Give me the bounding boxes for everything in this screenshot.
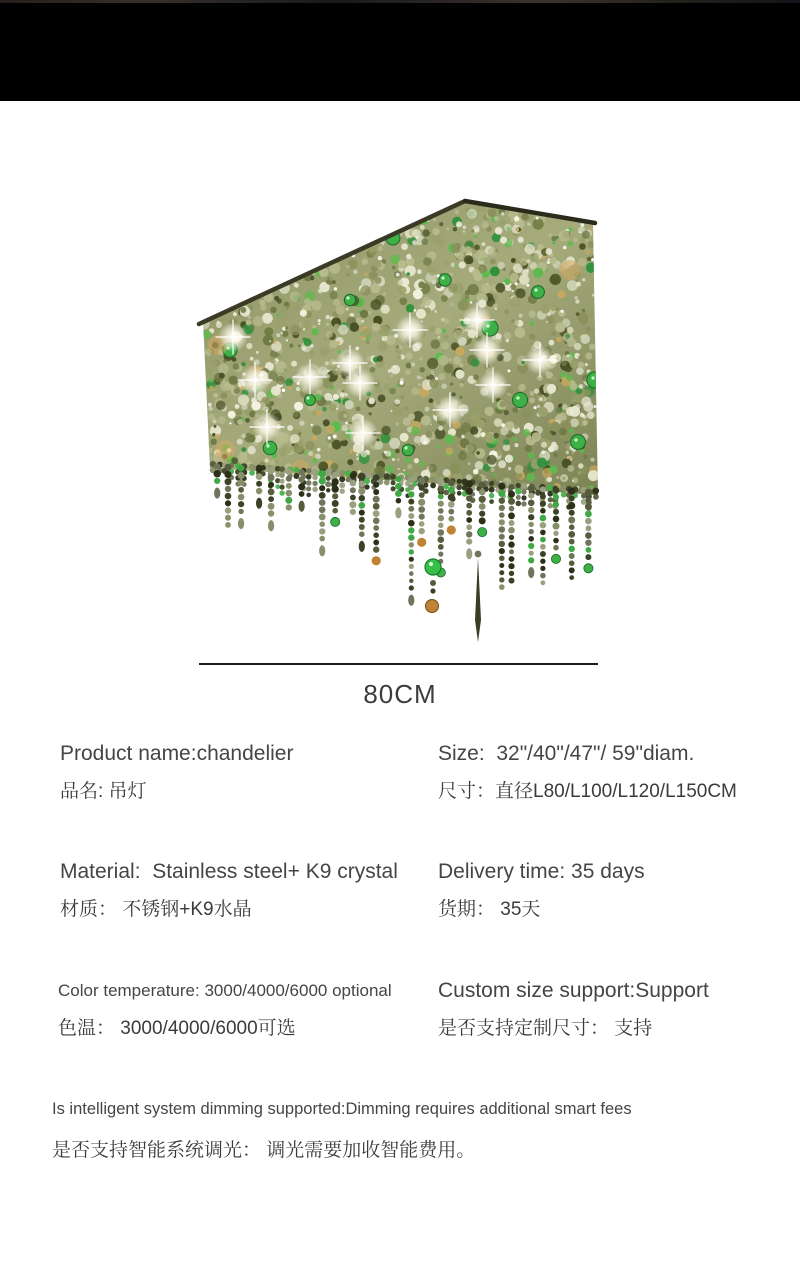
spec-delivery-time-zh: 货期： 35天 <box>438 899 541 920</box>
dimension-label: 80CM <box>363 679 437 709</box>
spec-color-temperature <box>58 979 392 1041</box>
spec-product-name-zh: 品名: 吊灯 <box>60 781 147 802</box>
spec-delivery-time-en: Delivery time: 35 days <box>438 860 645 883</box>
spec-custom-size-support <box>438 979 709 1041</box>
dimension-line <box>199 663 598 665</box>
spec-color-temperature-en: Color temperature: 3000/4000/6000 optional <box>58 981 392 1000</box>
spec-product-name <box>60 742 293 804</box>
spec-dimming-support-zh: 是否支持智能系统调光： 调光需要加收智能费用。 <box>52 1140 476 1161</box>
spec-color-temperature-zh: 色温： 3000/4000/6000可选 <box>58 1018 296 1039</box>
spec-dimming-support <box>52 1097 632 1163</box>
header-band <box>0 0 800 101</box>
spec-custom-size-support-zh: 是否支持定制尺寸： 支持 <box>438 1018 653 1039</box>
spec-material-en: Material: Stainless steel+ K9 crystal <box>60 860 398 883</box>
spec-size <box>438 742 737 804</box>
spec-size-zh: 尺寸：直径L80/L100/L120/L150CM <box>438 781 737 802</box>
spec-material <box>60 860 398 922</box>
spec-custom-size-support-en: Custom size support:Support <box>438 979 709 1002</box>
spec-product-name-en: Product name:chandelier <box>60 742 294 765</box>
chandelier-product-image <box>150 150 650 670</box>
spec-dimming-support-en: Is intelligent system dimming supported:Dimming requires additional smart fees <box>52 1100 632 1118</box>
top-photo-edge <box>0 0 800 3</box>
spec-material-zh: 材质： 不锈钢+K9水晶 <box>60 899 252 920</box>
spec-delivery-time <box>438 860 645 922</box>
spec-size-en: Size: 32"/40"/47"/ 59"diam. <box>438 742 695 765</box>
